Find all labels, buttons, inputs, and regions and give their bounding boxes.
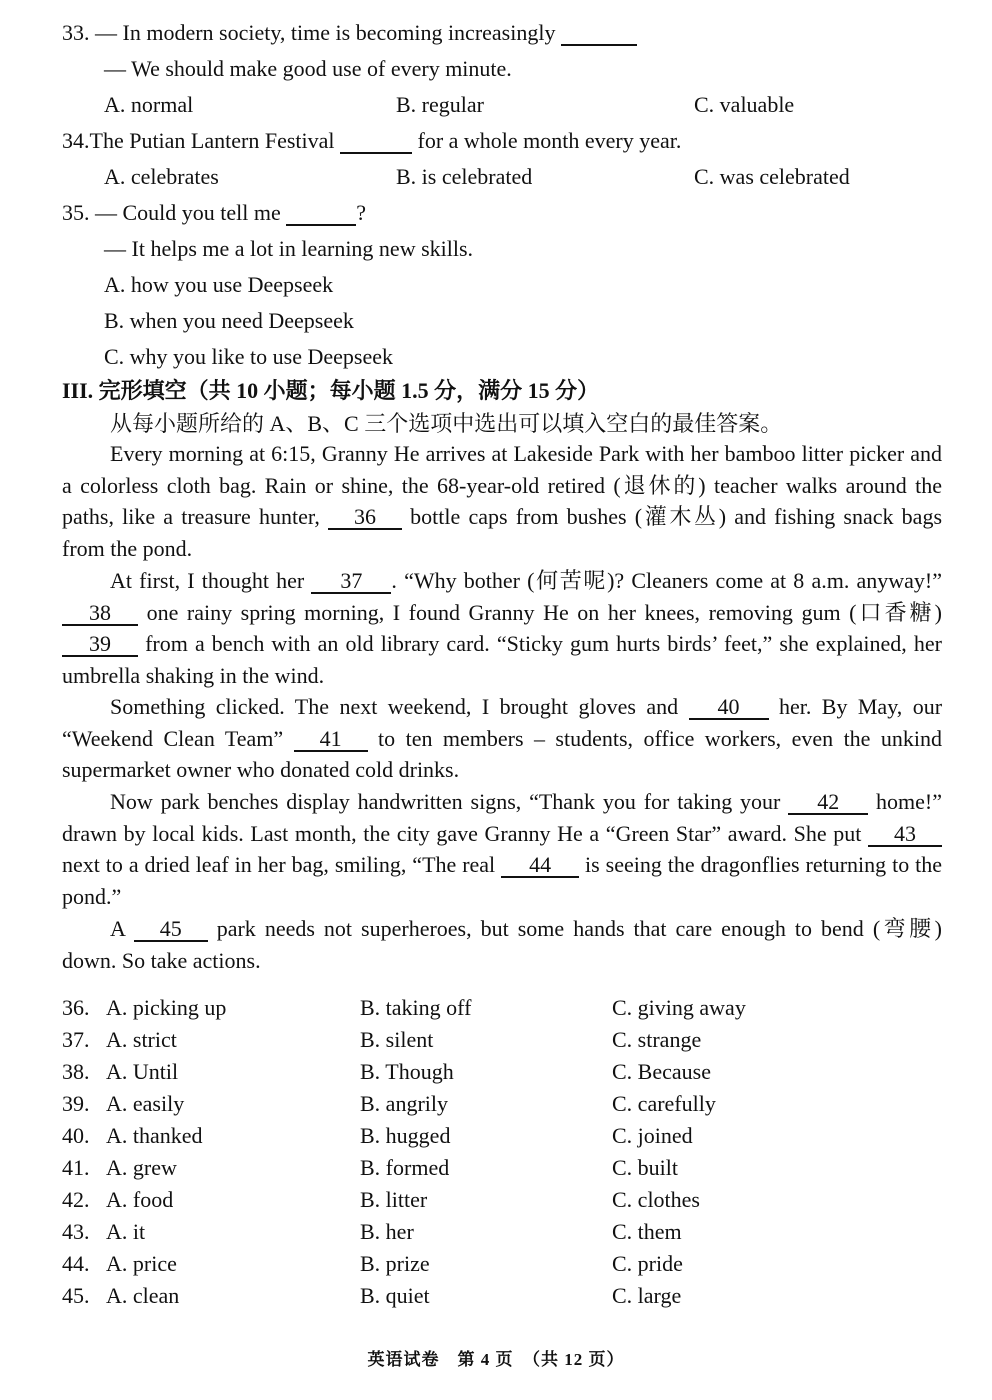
cloze-blank-39: 39 xyxy=(62,633,138,657)
option-c: C. why you like to use Deepseek xyxy=(104,344,393,369)
section-instruction: 从每小题所给的 A、B、C 三个选项中选出可以填入空白的最佳答案。 xyxy=(110,411,783,436)
question-number: 34. xyxy=(62,128,90,153)
option-a: A. picking up xyxy=(106,995,227,1020)
option-a: A. normal xyxy=(104,92,194,117)
passage-paragraph-1 xyxy=(62,438,942,564)
passage-paragraph-3 xyxy=(62,691,942,786)
question-text: The Putian Lantern Festival xyxy=(89,128,335,153)
option-a: A. easily xyxy=(106,1091,185,1116)
option-number: 45. xyxy=(62,1283,90,1308)
option-b: B. her xyxy=(360,1219,414,1244)
cloze-option-row xyxy=(62,1185,942,1217)
cloze-blank-37: 37 xyxy=(311,570,391,594)
cloze-blank-43: 43 xyxy=(868,823,942,847)
cloze-blank-44: 44 xyxy=(501,854,579,878)
question-text: — In modern society, time is becoming increasingly xyxy=(95,20,556,45)
cloze-option-row xyxy=(62,993,942,1025)
option-b: B. prize xyxy=(360,1251,430,1276)
option-a: A. food xyxy=(106,1187,174,1212)
passage-text: park needs not superheroes, but some hands that care enough to bend (弯腰) down. So take actions. xyxy=(62,916,943,973)
cloze-option-row xyxy=(62,1057,942,1089)
option-b: B. regular xyxy=(396,92,484,117)
cloze-blank-41: 41 xyxy=(294,728,368,752)
option-b: B. taking off xyxy=(360,995,472,1020)
option-a: A. clean xyxy=(106,1283,180,1308)
question-34-stem xyxy=(62,128,681,154)
passage-text: bottle caps from bushes (灌木丛) and fishing snack bags from the pond. xyxy=(62,504,943,561)
passage-paragraph-5 xyxy=(62,913,942,976)
option-number: 38. xyxy=(62,1059,90,1084)
option-number: 42. xyxy=(62,1187,90,1212)
passage-text: next to a dried leaf in her bag, smiling, “The real xyxy=(62,852,496,877)
cloze-option-row xyxy=(62,1153,942,1185)
option-a: A. price xyxy=(106,1251,177,1276)
option-b: B. silent xyxy=(360,1027,434,1052)
cloze-blank-40: 40 xyxy=(689,696,769,720)
option-number: 37. xyxy=(62,1027,90,1052)
option-number: 36. xyxy=(62,995,90,1020)
page-footer: 英语试卷 第 4 页 （共 12 页） xyxy=(367,1350,625,1369)
option-c: C. was celebrated xyxy=(694,164,850,189)
option-a: A. celebrates xyxy=(104,164,219,189)
cloze-blank-36: 36 xyxy=(328,506,402,530)
option-c: C. clothes xyxy=(612,1187,700,1212)
option-c: C. giving away xyxy=(612,995,746,1020)
passage-text: At first, I thought her xyxy=(110,568,305,593)
option-c: C. pride xyxy=(612,1251,683,1276)
option-c: C. carefully xyxy=(612,1091,716,1116)
option-number: 44. xyxy=(62,1251,90,1276)
question-35-stem xyxy=(62,200,366,226)
passage-paragraph-2 xyxy=(62,565,942,691)
option-number: 39. xyxy=(62,1091,90,1116)
passage-paragraph-4 xyxy=(62,786,942,912)
option-b: B. when you need Deepseek xyxy=(104,308,354,333)
option-c: C. built xyxy=(612,1155,679,1180)
option-c: C. them xyxy=(612,1219,682,1244)
cloze-option-row xyxy=(62,1025,942,1057)
option-a: A. how you use Deepseek xyxy=(104,272,334,297)
question-33-reply: — We should make good use of every minute. xyxy=(104,56,512,81)
option-b: B. hugged xyxy=(360,1123,451,1148)
option-b: B. angrily xyxy=(360,1091,448,1116)
option-c: C. strange xyxy=(612,1027,702,1052)
question-text: — Could you tell me xyxy=(95,200,281,225)
question-text: ? xyxy=(356,200,367,225)
passage-text: her. By May, our “Weekend Clean Team” xyxy=(62,694,943,751)
passage-text: A xyxy=(110,916,125,941)
cloze-option-row xyxy=(62,1089,942,1121)
passage-text: home!” drawn by local kids. Last month, the city gave Granny He a “Green Star” award. She put xyxy=(62,789,943,846)
section-heading: III. 完形填空（共 10 小题；每小题 1.5 分，满分 15 分） xyxy=(62,378,600,403)
passage-text: Now park benches display handwritten signs, “Thank you for taking your xyxy=(110,789,781,814)
answer-blank xyxy=(561,22,637,46)
passage-text: is seeing the dragonflies returning to the pond.” xyxy=(62,852,942,909)
option-number: 40. xyxy=(62,1123,90,1148)
option-b: B. formed xyxy=(360,1155,450,1180)
answer-blank xyxy=(340,130,412,154)
question-text: for a whole month every year. xyxy=(417,128,682,153)
question-33-stem xyxy=(62,20,637,46)
option-b: B. Though xyxy=(360,1059,454,1084)
cloze-option-row xyxy=(62,1281,942,1313)
option-a: A. strict xyxy=(106,1027,177,1052)
option-number: 43. xyxy=(62,1219,90,1244)
option-a: A. it xyxy=(106,1219,146,1244)
answer-blank xyxy=(286,202,356,226)
cloze-option-row xyxy=(62,1217,942,1249)
option-c: C. Because xyxy=(612,1059,711,1084)
question-35-reply: — It helps me a lot in learning new skills. xyxy=(104,236,474,261)
passage-text: Every morning at 6:15, Granny He arrives at Lakeside Park with her bamboo litter picker and a colorless cloth bag. Rain or shine, the 68-year-old retired (退休的) teacher walks around the paths, like a treasure hunter, xyxy=(62,441,942,529)
option-c: C. valuable xyxy=(694,92,795,117)
cloze-option-row xyxy=(62,1121,942,1153)
passage-text: to ten members – students, office workers, even the unkind supermarket owner who donated cold drinks. xyxy=(62,725,942,782)
option-c: C. large xyxy=(612,1283,682,1308)
passage-text: one rainy spring morning, I found Granny He on her knees, removing gum (口香糖) xyxy=(146,599,942,625)
question-number: 33. xyxy=(62,20,90,45)
cloze-blank-42: 42 xyxy=(788,791,868,815)
cloze-blank-38: 38 xyxy=(62,602,138,626)
option-b: B. quiet xyxy=(360,1283,430,1308)
passage-text: . “Why bother (何苦呢)? Cleaners come at 8 a.m. anyway!” xyxy=(391,568,943,593)
question-number: 35. xyxy=(62,200,90,225)
option-number: 41. xyxy=(62,1155,90,1180)
cloze-option-row xyxy=(62,1249,942,1281)
option-a: A. grew xyxy=(106,1155,177,1180)
option-b: B. is celebrated xyxy=(396,164,533,189)
option-a: A. thanked xyxy=(106,1123,203,1148)
option-a: A. Until xyxy=(106,1059,179,1084)
passage-text: from a bench with an old library card. “Sticky gum hurts birds’ feet,” she explained, her umbrella shaking in the wind. xyxy=(62,631,942,688)
option-c: C. joined xyxy=(612,1123,693,1148)
option-b: B. litter xyxy=(360,1187,428,1212)
passage-text: Something clicked. The next weekend, I brought gloves and xyxy=(110,694,679,719)
cloze-blank-45: 45 xyxy=(134,918,208,942)
